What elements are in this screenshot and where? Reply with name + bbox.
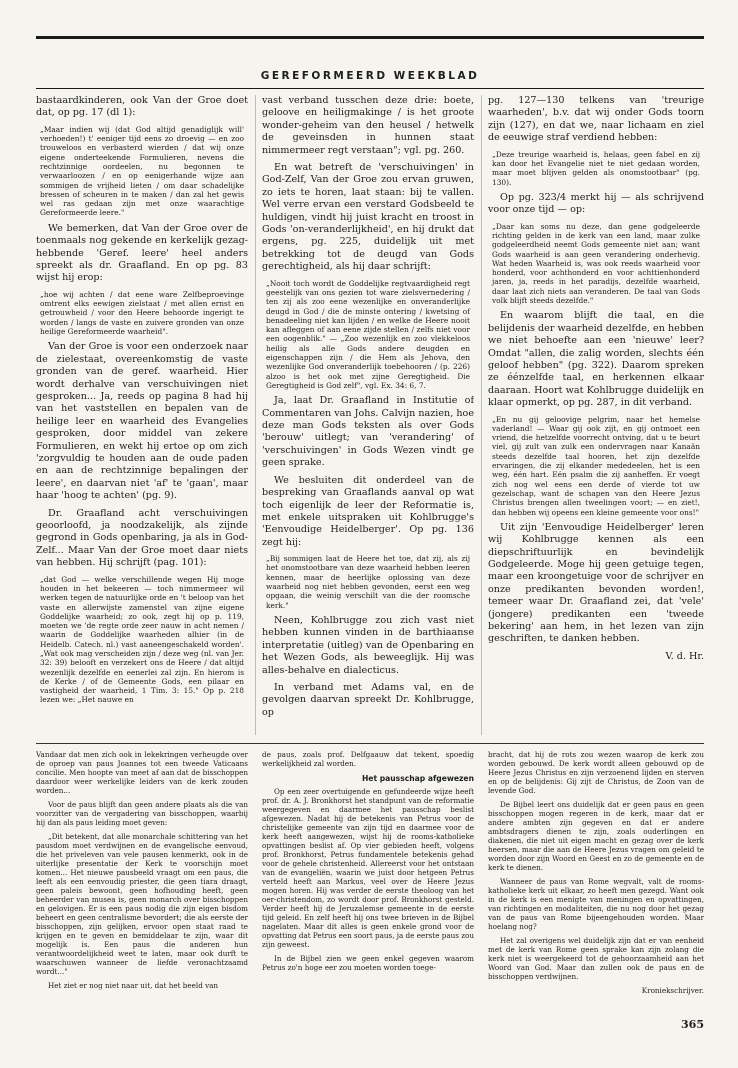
paragraph: V. d. Hr. xyxy=(665,650,704,662)
paragraph: Het ziet er nog niet naar uit, dat het beeld van xyxy=(48,981,219,990)
column-divider xyxy=(481,95,482,735)
paragraph: En wat betreft de 'verschuivingen' in God-Zelf, Van der Groe zou ervan gruwen, zo iets te horen, laat staan: bij te vallen. Wel verre ervan een verstard Godsbeeld te huldigen, vindt hij juist kracht en troost in Gods 'on-veranderlijkheid', en hij drukt dat ergens, pg. 225, duidelijk uit met betrekking tot de deugd van Gods gerechtigheid, als hij daar schrijft: xyxy=(262,162,474,273)
paragraph: We bemerken, dat Van der Groe over de toenmaals nog gekende en kerkelijk gezag-hebbende 'Geref. leere' heel anders spreekt als dr. Graafland. En op pg. 83 wijst hij erop: xyxy=(36,222,248,284)
paragraph: In verband met Adams val, en de gevolgen daarvan spreekt Dr. Kohlbrugge, op xyxy=(262,681,474,718)
paragraph: bastaardkinderen, ook Van der Groe doet dat, op pg. 17 (dl 1): xyxy=(36,95,248,119)
chronicle-column-2 xyxy=(262,750,474,1035)
paragraph: bracht, dat hij de rots zou wezen waarop de kerk zou worden gebouwd. De kerk wordt alleen gebouwd op de Heere Jezus Christus en zijn verzoenend lijden en sterven en op de belijdenis: Gij zijt de Christus, de Zoon van de levende God. xyxy=(488,750,704,795)
paragraph: Neen, Kohlbrugge zou zich vast niet hebben kunnen vinden in de barthiaanse interpretatie (uitleg) van de Openbaring en het Wezen Gods, als beweeglijk. Hij was alles-behalve en dialecticus. xyxy=(262,614,474,676)
quotation-paragraph: „Bij sommigen laat de Heere het toe, dat zij, als zij het onomstootbare van deze waarheid hebben leeren kennen, maar de heerlijke oplossing van deze waarheid nog niet hebben gevonden, eerst een weg opgaan, die weinig verschilt van die der roomsche kerk." xyxy=(266,554,470,610)
paragraph: Uit zijn 'Eenvoudige Heidelberger' leren wij Kohlbrugge kennen als een diepschriftuurlijk en bevindelijk Godgeleerde. Moge hij geen getuige tegen, maar een kroongetuige voor de schrijver en onze predikanten bevonden worden!, temeer waar Dr. Graafland zei, dat 'vele' (jongere) predikanten een 'tweede bekering' aan hem, in het lezen van zijn geschriften, te danken hebben. xyxy=(488,521,704,645)
paragraph: In de Bijbel zien we geen enkel gegeven waarom Petrus zo'n hoge eer zou moeten worden toege- xyxy=(262,954,474,972)
top-border-bar xyxy=(36,36,704,39)
paragraph: Voor de paus blijft dan geen andere plaats als die van voorzitter van de vergadering van bisschoppen, waarbij hij dan als paus leiding moet geven: xyxy=(36,800,248,827)
column-divider xyxy=(255,95,256,735)
paragraph: We besluiten dit onderdeel van de bespreking van Graaflands aanval op wat toch eigenlijk de leer der Reformatie is, met enkele uitspraken uit Kohlbrugge's 'Eenvoudige Heidelberger'. Op pg. 136 zegt hij: xyxy=(262,474,474,548)
header-rule xyxy=(36,88,704,89)
paragraph: „Dit betekent, dat alle monarchale schittering van het pausdom moet verdwijnen en de evangelische eenvoud, die het priveleven van vele pausen kenmerkt, ook in de uiterlijke presentatie der Kerk te voorschijn moet komen... Het nieuwe pausbeeld vraagt om een paus, die leeft als een eenvoudig priester, die geen tiara draagt, geen paleis bewoont, geen hofhouding heeft, geen beheerder van musea is, geen monarch over bisschoppen en gelovigen. Er is een paus nodig die zijn eigen bisdom beheert en geen centralisme bevordert; die als eerste der bisschoppen, zijn gelijken, ervoor open staat raad te krijgen en te geven en bemiddelaar te zijn, waar dit mogelijk is. Een paus die anderen hun verantwoordelijkheid weet te laten, maar ook durft te waarschuwen wanneer de liefde veronachtzaamd wordt..." xyxy=(36,832,248,976)
paragraph: pg. 127—130 telkens van 'treurige waarheden', b.v. dat wij onder Gods toorn zijn (127), en dat we, naar lichaam en ziel de eeuwige straf verdiend hebben: xyxy=(488,95,704,144)
article-column-2 xyxy=(262,95,474,735)
paragraph: Van der Groe is voor een onderzoek naar de zielestaat, overeenkomstig de vaste gronden van de geref. waarheid. Hier wordt derhalve van verschuivingen niet gesproken... Ja, reeds op pagina 8 had hij van het vaststellen en bepalen van de heilige leer en waarheid des Evangelies gesproken, door middel van zekere Formulieren, en wekt hij ertoe op om zich 'zorgvuldig te houden aan de oude paden en aan de rechtzinnige bepalingen der leere', en daarvan niet 'af' te 'gaan', maar haar 'hoog te achten' (pg. 9). xyxy=(36,341,248,502)
paragraph: De Bijbel leert ons duidelijk dat er geen paus en geen bisschoppen mogen regeren in de kerk, maar dat er andere ambten zijn gegeven en dat er andere ambtsdragers dienen te zijn, zoals ouderlingen en diakenen, die niet uit eigen macht en gezag over de kerk heersen, maar die aan de Heere Jezus vragen om geleid te worden door zijn Woord en Geest en zo de gemeente en de kerk te dienen. xyxy=(488,800,704,872)
paragraph: Op een zeer overtuigende en gefundeerde wijze heeft prof. dr. A. J. Bronkhorst het standpunt van de reformatie weergegeven en daarmee het pausschap beslist afgewezen. Nadat hij de betekenis van Petrus voor de christelijke gemeente van zijn tijd en daarmee voor de kerk heeft aangewezen, wijst hij de rooms-katholieke opvattingen beslist af. Op vier gebieden heeft, volgens prof. Bronkhorst, Petrus fundamentele betekenis gehad voor de gehele christenheid. Allereerst voor het ontstaan van de evangeliën, waarin we juist door hetgeen Petrus verteld heeft aan Markus, veel over de Heere Jezus mogen horen. Hij was verder de eerste theoloog van het oer-christendom, zo wordt door prof. Bronkhorst gesteld. Verder heeft hij de Jeruzalemse gemeente in de eerste tijd geleid. En zelf heeft hij ons twee brieven in de Bijbel nagelaten. Maar dit alles is geen enkele grond voor de opvatting dat Petrus een soort paus, ja de eerste paus zou zijn geweest. xyxy=(262,787,474,949)
paragraph: de paus, zoals prof. Delfgaauw dat tekent, spoedig werkelijkheid zal worden. xyxy=(262,750,474,768)
quotation-paragraph: „Daar kan soms nu deze, dan gene godgeleerde richting gelden in de kerk van een land, maar zulke godgeleerdheid neemt Gods gemeente niet aan; want Gods waarheid is aan geen verandering onderhevig. Wat heden Waarheid is, was ook reeds waarheid voor honderd, voor achthonderd en voor achttienhonderd jaren, ja, reeds in het paradijs, dezelfde waarheid, daar laat zich niets aan veranderen. De taal van Gods volk blijft steeds dezelfde." xyxy=(492,221,700,305)
paragraph: Wanneer de paus van Rome wegvalt, valt de rooms-katholieke kerk uit elkaar, zo heeft men gezegd. Want ook in de kerk is een menigte van meningen en opvattingen, van richtingen en modaliteiten, die nu nog door het gezag van de paus van Rome bijeengehouden worden. Maar hoelang nog? xyxy=(488,877,704,931)
article-column-1 xyxy=(36,95,248,735)
quotation-paragraph: „hoe wij achten / dat eene ware Zelfbeproevinge omtrent elks eewigen zielstaat / met allen ernst en getrouwheid / voor den Heere behoorde ingerigt te worden / langs de vaste en zuivere gronden van onze heilige Gereformeerde waarheid". xyxy=(40,289,244,336)
quotation-paragraph: „Nooit toch wordt de Goddelijke regtvaardigheid regt geestelijk van ons gezien tot ware zielsvernedering / ten zij als zoo eene wezenlijke en onveranderlijke deugd in God / die de minste ontering / kwetsing of benadeeling niet kan lijden / en welke de Heere nooit kan afleggen of aan eene zijde stellen / zelfs niet voor een oogenblik." — „Zoo wezenlijk en zoo vlekkeloos heilig als alle Gods andere deugden en eigenschappen zijn / die Hem als Jehova, den wezenlijke God onveranderlijk toebehooren / (p. 226) alzoo is het ook met zijne Geregtigheid. Die Geregtigheid is God zelf", vgl. Ex. 34: 6, 7. xyxy=(266,278,470,390)
quotation-paragraph: „Maar indien wij (dat God altijd genadiglijk will' verhoeden!) t' eeniger tijd eens zo droevig — en zoo trouweloos en verbasterd wierden / dat wij onze eigene onderteekende Formulieren, nevens die rechtzinnige oordeelen, nu begonnen te verwaarloozen / en op eenigerhande wijze aan sommigen de vrijheid lieten / om daar schadelijke bressen of scheuren in te maken / dan zal het gewis wel ras gedaan zijn met onze waarachtige Gereformeerde leere." xyxy=(40,124,244,218)
paragraph: Het zal overigens wel duidelijk zijn dat er van eenheid met de kerk van Rome geen sprake kan zijn zolang die kerk niet is weergekeerd tot de gehoorzaamheid aan het Woord van God. Maar dan zullen ook de paus en de bisschoppen verdwijnen. xyxy=(488,936,704,981)
running-header: GEREFORMEERD WEEKBLAD xyxy=(260,70,480,82)
quotation-paragraph: „Deze treurige waarheid is, helaas, geen fabel en zij kan door het Evangelie niet te niet gedaan worden, maar moet blijven gelden als onomstootbaar" (pg. 130). xyxy=(492,149,700,187)
page-number: 365 xyxy=(681,1018,704,1031)
paragraph: Kroniekschrijver. xyxy=(641,986,704,995)
paragraph: Dr. Graafland acht verschuivingen geoorloofd, ja noodzakelijk, als zijnde gegrond in Gods openbaring, ja als in God-Zelf... Maar Van der Groe moet daar niets van hebben. Hij schrijft (pag. 101): xyxy=(36,507,248,569)
section-divider xyxy=(36,743,704,744)
section-subheading: Het pausschap afgewezen xyxy=(361,774,474,783)
paragraph: En waarom blijft die taal, en die belijdenis der waarheid dezelfde, en hebben we niet behoefte aan een 'nieuwe' leer? Omdat "allen, die zalig worden, slechts één geloof hebben" (pg. 322). Daarom spreken ze éénzelfde taal, en herkennen elkaar daaraan. Hoort wat Kohlbrugge duidelijk en klaar opmerkt, op pg. 287, in dit verband. xyxy=(488,310,704,409)
chronicle-column-3 xyxy=(488,750,704,1035)
paragraph: Op pg. 323/4 merkt hij — als schrijvend voor onze tijd — op: xyxy=(488,191,704,216)
paragraph: vast verband tusschen deze drie: boete, geloove en heiligmakinge / is het groote wonder-geheim van den heusel / hetwelk de geveinsden in hunnen staat nimmermeer regt verstaan"; vgl. pg. 260. xyxy=(262,95,474,156)
paragraph: Ja, laat Dr. Graafland in Institutie of Commentaren van Johs. Calvijn nazien, hoe deze man Gods teksten als over Gods 'berouw' uitlegt; van 'verandering' of 'verschuivingen' in Gods Wezen vindt ge geen sprake. xyxy=(262,395,474,469)
quotation-paragraph: „En nu gij geloovige pelgrim, naar het hemelse vaderland! — Waar gij ook zijt, en gij ontmoet een vriend, die hetzelfde voorrecht ontving, dat u te beurt viel, gij zult van zulk een ondervragen naar Kanaän steeds dezelfde taal hooren, het zijn dezelfde ervaringen, die zij elkander mededeelen, het is een weg, één hart. Eén psalm die zij aanheffen. Er voegt zich nog wel eens een derde of vierde tot uw gezelschap, want de schapen van den Heere Jezus Christus brengen allen tweelingen voort; — en ziet!, dan hebben wij opeens een kleine gemeente voor ons!" xyxy=(492,414,700,517)
article-column-3 xyxy=(488,95,704,735)
chronicle-column-1 xyxy=(36,750,248,1035)
paragraph: Vandaar dat men zich ook in lekekringen verheugde over de oproep van paus Joannes tot een tweede Vaticaans concilie. Men hoopte van meet af aan dat de bisschoppen daardoor weer werkelijke leiders van de kerk zouden worden... xyxy=(36,750,248,795)
quotation-paragraph: „dat God — welke verschillende wegen Hij moge houden in het bekeeren — toch nimmermeer wil werken tegen de natuurlijke orde en 't beloop van het vaste en allerwijste zamenstel van zijne eigene Goddelijke waarheid; zo ook, zegt hij op p. 119, moeten we 'de regte orde zeer nauw in acht nemen / waarin de Goddelijke waarheden alhier (in de Heidelb. Catech. nl.) vast aaneengeschakeld worden'. „Wat ook mag verscheiden zijn / deze weg (nl. van Jer. 32: 39) belooft en verzekert ons de Heere / dat altijd wezenlijk dezelfde en eenerlei zal zijn. En hierom is de Kerke / of de Gemeente Gods, een pilaar en vastigheid der waarheid, 1 Tim. 3: 15." Op p. 218 lezen we: „Het nauwe en xyxy=(40,574,244,705)
